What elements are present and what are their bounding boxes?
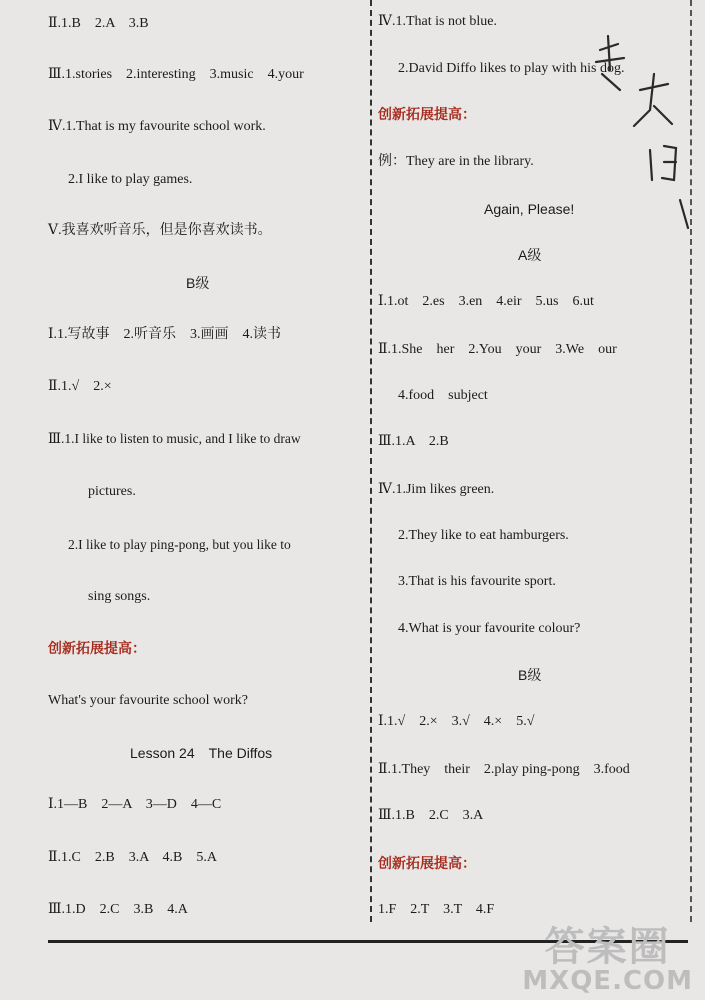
answer-line: Ⅰ.1—B 2—A 3—D 4—C <box>48 797 222 812</box>
answer-line: Ⅰ.1.ot 2.es 3.en 4.eir 5.us 6.ut <box>378 294 594 309</box>
answer-line: 4.food subject <box>398 388 488 403</box>
answer-line: Ⅲ.1.I like to listen to music, and I like to draw <box>48 431 301 446</box>
answer-line: Ⅳ.1.That is my favourite school work. <box>48 119 266 134</box>
answer-line: Ⅴ.我喜欢听音乐，但是你喜欢读书。 <box>48 223 272 238</box>
answer-line: Ⅰ.1.√ 2.× 3.√ 4.× 5.√ <box>378 714 535 729</box>
answer-line: Ⅱ.1.They their 2.play ping-pong 3.food <box>378 762 630 777</box>
column-divider <box>370 0 372 922</box>
handwriting-scribble-icon <box>580 30 698 230</box>
answer-line: 2.David Diffo likes to play with his dog. <box>398 61 625 76</box>
answer-line: 2.I like to play ping-pong, but you like to <box>68 537 291 552</box>
answer-line: Ⅱ.1.√ 2.× <box>48 379 112 394</box>
site-watermark <box>522 926 693 994</box>
answer-line: Ⅳ.1.Jim likes green. <box>378 482 495 497</box>
answer-line: Ⅳ.1.That is not blue. <box>378 14 497 29</box>
answer-line: Ⅱ.1.She her 2.You your 3.We our <box>378 342 617 357</box>
answer-line: Ⅲ.1.B 2.C 3.A <box>378 808 484 823</box>
answer-line: 2.I like to play games. <box>68 172 193 187</box>
answer-line: 例：They are in the library. <box>378 154 534 169</box>
level-heading: A级 <box>518 247 542 263</box>
answer-line: sing songs. <box>88 589 151 604</box>
lesson-title: Lesson 24 The Diffos <box>130 745 273 761</box>
section-heading: 创新拓展提高： <box>378 856 476 872</box>
answer-line: 3.That is his favourite sport. <box>398 574 556 589</box>
level-heading: B级 <box>186 275 210 291</box>
answer-line: Ⅱ.1.C 2.B 3.A 4.B 5.A <box>48 850 217 865</box>
section-heading: 创新拓展提高： <box>378 107 476 123</box>
answer-line: Ⅲ.1.A 2.B <box>378 434 449 449</box>
section-heading: 创新拓展提高： <box>48 641 146 657</box>
level-heading: B级 <box>518 667 542 683</box>
answer-line: Ⅱ.1.B 2.A 3.B <box>48 16 149 31</box>
answer-line: What's your favourite school work? <box>48 693 249 708</box>
answer-line: Ⅰ.1.写故事 2.听音乐 3.画画 4.读书 <box>48 327 282 342</box>
answer-line: pictures. <box>88 484 136 499</box>
watermark-logo-text: 答案圈 <box>544 924 671 970</box>
answer-line: 4.What is your favourite colour? <box>398 621 581 636</box>
watermark-url-text: MXQE.COM <box>522 966 693 996</box>
answer-line: 2.They like to eat hamburgers. <box>398 528 569 543</box>
answer-line: Ⅲ.1.D 2.C 3.B 4.A <box>48 902 188 917</box>
answer-line: Ⅲ.1.stories 2.interesting 3.music 4.your <box>48 67 304 82</box>
lesson-title: Again, Please! <box>484 201 575 217</box>
answer-line: 1.F 2.T 3.T 4.F <box>378 902 495 917</box>
